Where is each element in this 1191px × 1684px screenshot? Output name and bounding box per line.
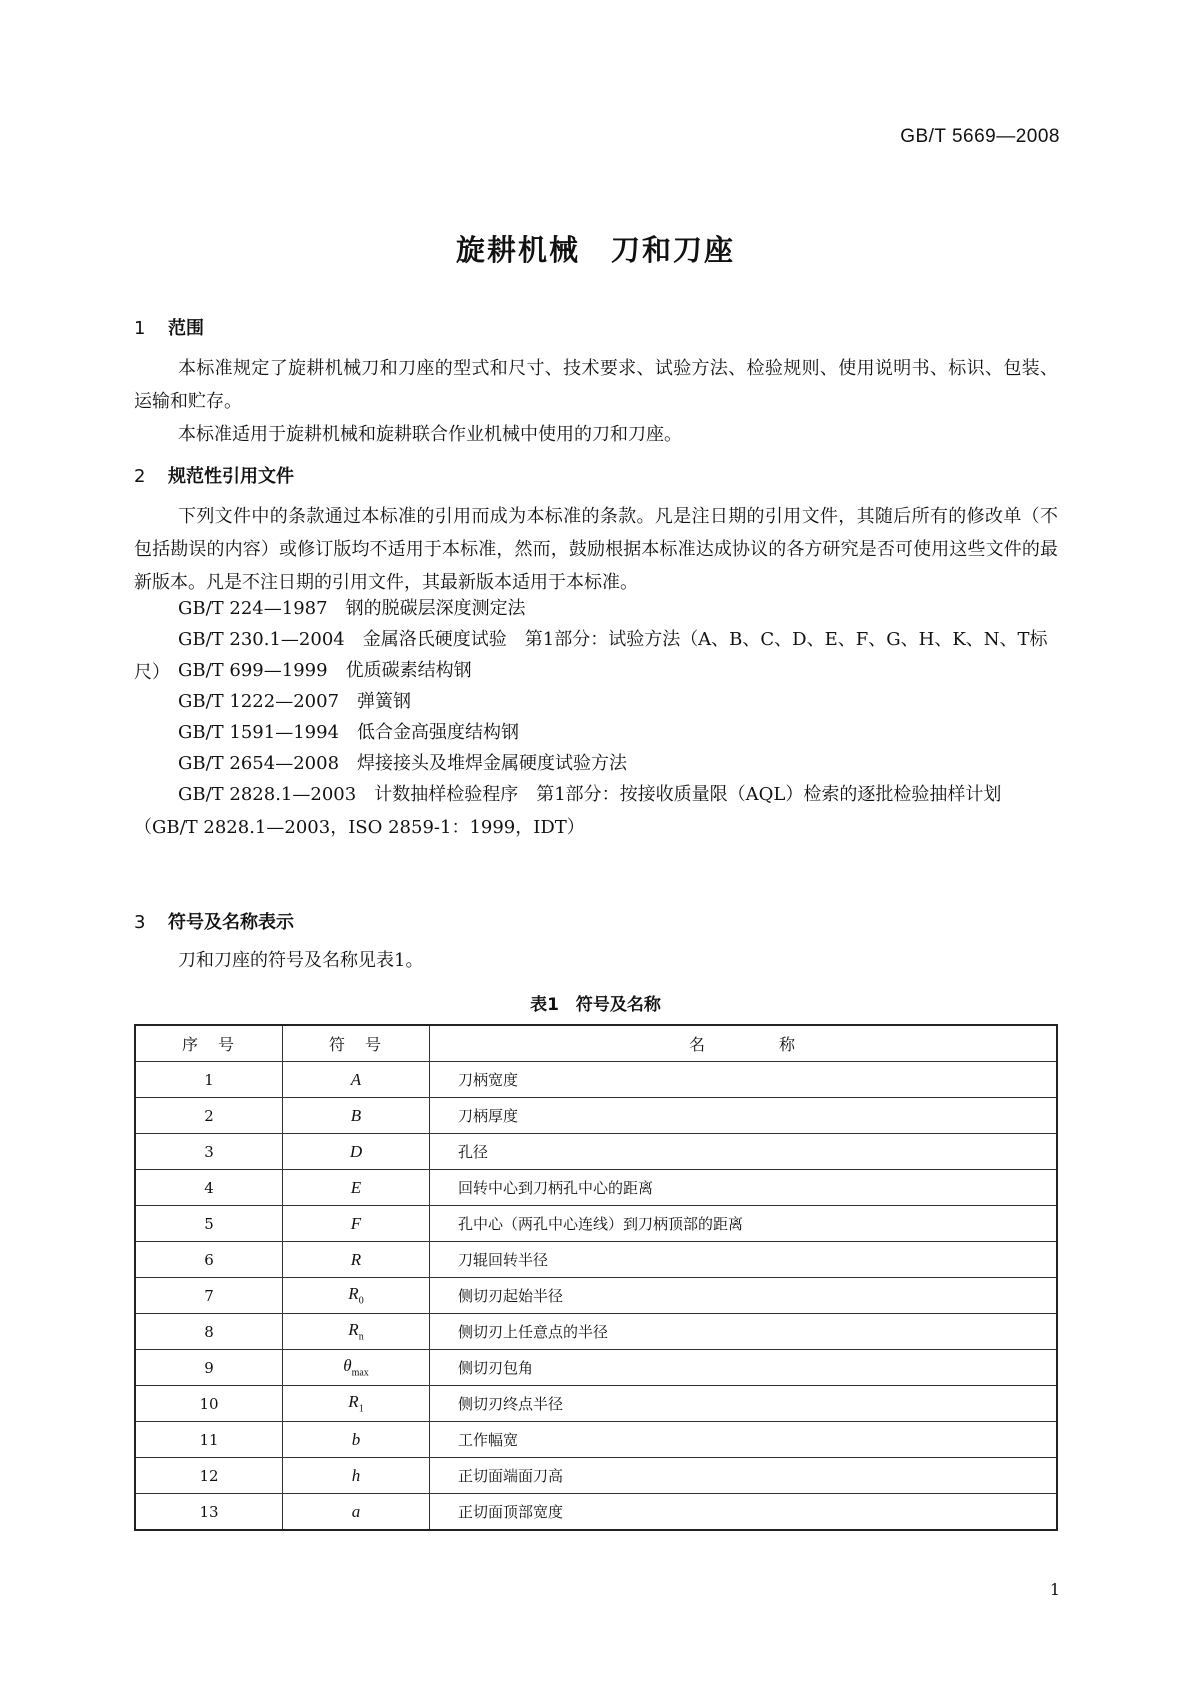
column-header-name: 名 称 xyxy=(430,1025,1058,1062)
reference-item: GB/T 1222—2007 弹簧钢 xyxy=(178,691,412,712)
row-number: 2 xyxy=(135,1098,283,1134)
table-row xyxy=(135,1422,1057,1458)
row-number: 9 xyxy=(135,1350,283,1386)
page-number: 1 xyxy=(1049,1580,1060,1599)
symbol-letter: b xyxy=(351,1429,361,1449)
table-row xyxy=(135,1278,1057,1314)
row-symbol xyxy=(283,1386,430,1422)
symbol-letter: R xyxy=(348,1392,359,1412)
table-row xyxy=(135,1314,1057,1350)
row-name: 侧切刃上任意点的半径 xyxy=(430,1314,1058,1350)
section-title: 规范性引用文件 xyxy=(168,466,294,487)
symbol-subscript: 1 xyxy=(358,1403,364,1415)
symbol-letter: a xyxy=(351,1501,361,1521)
table-body xyxy=(135,1062,1057,1531)
document-title: 旋耕机械 刀和刀座 xyxy=(455,233,735,267)
symbols-table xyxy=(134,1024,1058,1531)
section-number: 2 xyxy=(134,466,146,487)
row-name: 侧切刃包角 xyxy=(430,1350,1058,1386)
reference-item: GB/T 230.1—2004 金属洛氏硬度试验 第1部分：试验方法（A、B、C、D、E、F、G、H、K、N、T标尺） xyxy=(134,629,1048,683)
row-number: 3 xyxy=(135,1134,283,1170)
symbol-letter: θ xyxy=(343,1356,352,1376)
symbol-letter: R xyxy=(348,1320,359,1340)
table-row xyxy=(135,1170,1057,1206)
row-number: 7 xyxy=(135,1278,283,1314)
row-name: 回转中心到刀柄孔中心的距离 xyxy=(430,1170,1058,1206)
row-number: 10 xyxy=(135,1386,283,1422)
row-symbol xyxy=(283,1350,430,1386)
table-row xyxy=(135,1206,1057,1242)
symbol-subscript: max xyxy=(351,1367,369,1379)
symbol-letter: B xyxy=(350,1105,362,1125)
row-name: 正切面端面刀高 xyxy=(430,1458,1058,1494)
symbol-letter: R xyxy=(350,1249,362,1269)
row-number: 12 xyxy=(135,1458,283,1494)
row-name: 孔径 xyxy=(430,1134,1058,1170)
row-name: 正切面顶部宽度 xyxy=(430,1494,1058,1531)
row-symbol xyxy=(283,1458,430,1494)
table-row xyxy=(135,1350,1057,1386)
symbol-letter: E xyxy=(350,1177,362,1197)
table-row xyxy=(135,1494,1057,1531)
row-symbol xyxy=(283,1242,430,1278)
table-row xyxy=(135,1458,1057,1494)
row-number: 4 xyxy=(135,1170,283,1206)
row-number: 8 xyxy=(135,1314,283,1350)
row-name: 刀辊回转半径 xyxy=(430,1242,1058,1278)
row-name: 孔中心（两孔中心连线）到刀柄顶部的距离 xyxy=(430,1206,1058,1242)
reference-item: GB/T 699—1999 优质碳素结构钢 xyxy=(178,660,472,681)
row-name: 工作幅宽 xyxy=(430,1422,1058,1458)
symbol-letter: D xyxy=(349,1141,363,1161)
references-intro-paragraph: 下列文件中的条款通过本标准的引用而成为本标准的条款。凡是注日期的引用文件，其随后所有的修改单（不包括勘误的内容）或修订版均不适用于本标准，然而，鼓励根据本标准达成协议的各方研究是否可使用这些文件的最新版本。凡是不注日期的引用文件，其最新版本适用于本标准。 xyxy=(134,506,1058,593)
row-symbol xyxy=(283,1494,430,1531)
symbol-letter: A xyxy=(350,1069,362,1089)
column-header-number: 序 号 xyxy=(135,1025,283,1062)
standard-code: GB/T 5669—2008 xyxy=(900,126,1060,147)
row-symbol xyxy=(283,1206,430,1242)
scope-paragraph-1: 本标准规定了旋耕机械刀和刀座的型式和尺寸、技术要求、试验方法、检验规则、使用说明书、标识、包装、运输和贮存。 xyxy=(134,358,1058,412)
column-header-symbol: 符 号 xyxy=(283,1025,430,1062)
table-header-row xyxy=(135,1025,1057,1062)
row-number: 1 xyxy=(135,1062,283,1098)
table-row xyxy=(135,1098,1057,1134)
row-name: 刀柄厚度 xyxy=(430,1098,1058,1134)
symbol-subscript: 0 xyxy=(358,1295,364,1307)
row-number: 13 xyxy=(135,1494,283,1531)
row-symbol xyxy=(283,1062,430,1098)
table-reference-paragraph: 刀和刀座的符号及名称见表1。 xyxy=(178,950,424,971)
row-number: 5 xyxy=(135,1206,283,1242)
symbol-letter: F xyxy=(350,1213,362,1233)
row-number: 6 xyxy=(135,1242,283,1278)
symbol-subscript: n xyxy=(358,1331,364,1343)
row-name: 侧切刃起始半径 xyxy=(430,1278,1058,1314)
table-caption: 表1 符号及名称 xyxy=(530,995,661,1015)
section-title: 符号及名称表示 xyxy=(168,912,294,933)
section-3-heading xyxy=(134,908,294,934)
symbol-letter: h xyxy=(351,1465,361,1485)
table-row xyxy=(135,1134,1057,1170)
row-symbol xyxy=(283,1422,430,1458)
section-2-heading xyxy=(134,462,294,488)
table-row xyxy=(135,1386,1057,1422)
symbol-letter: R xyxy=(348,1284,359,1304)
row-symbol xyxy=(283,1134,430,1170)
row-number: 11 xyxy=(135,1422,283,1458)
row-symbol xyxy=(283,1278,430,1314)
section-number: 3 xyxy=(134,912,146,933)
scope-paragraph-2: 本标准适用于旋耕机械和旋耕联合作业机械中使用的刀和刀座。 xyxy=(178,424,682,445)
row-symbol xyxy=(283,1170,430,1206)
row-name: 刀柄宽度 xyxy=(430,1062,1058,1098)
table-row xyxy=(135,1242,1057,1278)
section-1-heading xyxy=(134,314,204,340)
section-number: 1 xyxy=(134,318,146,339)
table-row xyxy=(135,1062,1057,1098)
row-symbol xyxy=(283,1098,430,1134)
reference-item: GB/T 1591—1994 低合金高强度结构钢 xyxy=(178,722,520,743)
row-name: 侧切刃终点半径 xyxy=(430,1386,1058,1422)
reference-item: GB/T 2828.1—2003 计数抽样检验程序 第1部分：按接收质量限（AQL）检索的逐批检验抽样计划（GB/T 2828.1—2003，ISO 2859-1：1999，IDT） xyxy=(134,784,1002,838)
row-symbol xyxy=(283,1314,430,1350)
section-title: 范围 xyxy=(168,318,204,339)
reference-item: GB/T 2654—2008 焊接接头及堆焊金属硬度试验方法 xyxy=(178,753,628,774)
reference-item: GB/T 224—1987 钢的脱碳层深度测定法 xyxy=(178,598,526,619)
